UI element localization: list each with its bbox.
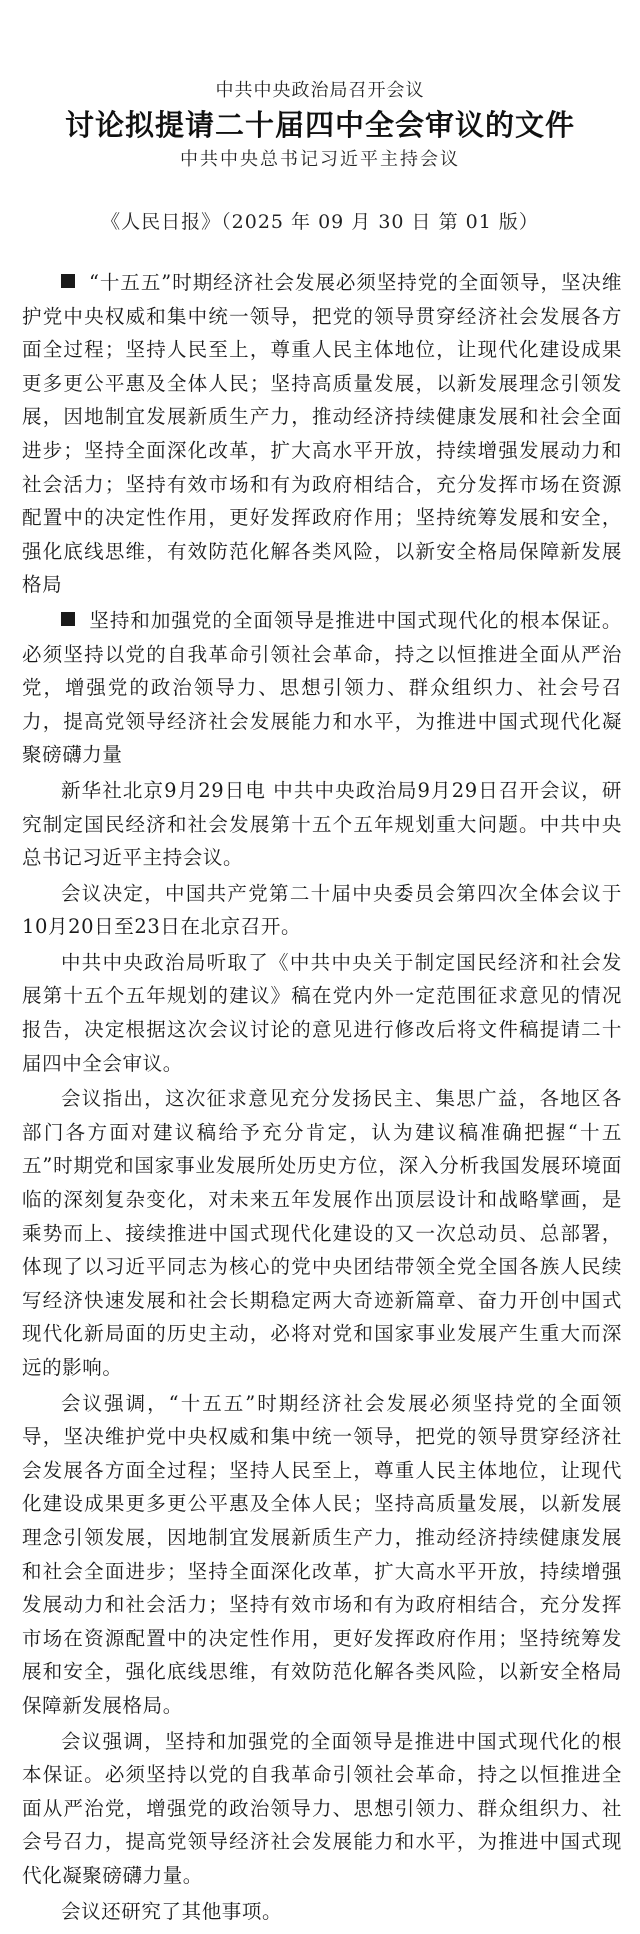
summary-point: [22, 604, 622, 772]
body-paragraph: 会议强调，“十五五”时期经济社会发展必须坚持党的全面领导，坚决维护党中央权威和集中统一领导，把党的领导贯穿经济社会发展各方面全过程；坚持人民至上，尊重人民主体地位，让现代化建设成果更多更公平惠及全体人民；坚持高质量发展，以新发展理念引领发展，因地制宜发展新质生产力，推动经济持续健康发展和社会全面进步；坚持全面深化改革，扩大高水平开放，持续增强发展动力和社会活力；坚持有效市场和有为政府相结合，充分发挥市场在资源配置中的决定性作用，更好发挥政府作用；坚持统筹发展和安全，强化底线思维，有效防范化解各类风险，以新安全格局保障新发展格局。: [22, 1391, 622, 1717]
article-kicker: 中共中央政治局召开会议: [215, 80, 425, 101]
article-body: [22, 266, 622, 1930]
square-bullet-icon: [61, 274, 75, 288]
summary-point-text: “十五五”时期经济社会发展必须坚持党的全面领导，坚决维护党中央权威和集中统一领导，把党的领导贯穿经济社会发展各方面全过程；坚持人民至上，尊重人民主体地位，让现代化建设成果更多更公平惠及全体人民；坚持高质量发展，以新发展理念引领发展，因地制宜发展新质生产力，推动经济持续健康发展和社会全面进步；坚持全面深化改革，扩大高水平开放，持续增强发展动力和社会活力；坚持有效市场和有为政府相结合，充分发挥市场在资源配置中的决定性作用，更好发挥政府作用；坚持统筹发展和安全，强化底线思维，有效防范化解各类风险，以新安全格局保障新发展格局: [22, 271, 622, 597]
body-paragraph: 中共中央政治局听取了《中共中央关于制定国民经济和社会发展第十五个五年规划的建议》稿在党内外一定范围征求意见的情况报告，决定根据这次会议讨论的意见进行修改后将文件稿提请二十届四中全会审议。: [22, 950, 622, 1075]
square-bullet-icon: [61, 612, 75, 626]
body-paragraph: 会议强调，坚持和加强党的全面领导是推进中国式现代化的根本保证。必须坚持以党的自我革命引领社会革命，持之以恒推进全面从严治党，增强党的政治领导力、思想引领力、群众组织力、社会号召力，提高党领导经济社会发展能力和水平，为推进中国式现代化凝聚磅礴力量。: [22, 1729, 622, 1887]
article-source-line: 《人民日报》（2025 年 09 月 30 日 第 01 版）: [101, 211, 539, 233]
body-paragraph: 新华社北京9月29日电 中共中央政治局9月29日召开会议，研究制定国民经济和社会发展第十五个五年规划重大问题。中共中央总书记习近平主持会议。: [22, 778, 622, 870]
summary-point-text: 坚持和加强党的全面领导是推进中国式现代化的根本保证。必须坚持以党的自我革命引领社会革命，持之以恒推进全面从严治党，增强党的政治领导力、思想引领力、群众组织力、社会号召力，提高党领导经济社会发展能力和水平，为推进中国式现代化凝聚磅礴力量: [22, 608, 622, 767]
body-paragraph: 会议决定，中国共产党第二十届中央委员会第四次全体会议于10月20日至23日在北京召开。: [22, 881, 622, 939]
article-subhead: 中共中央总书记习近平主持会议: [180, 149, 460, 170]
body-paragraph: 会议还研究了其他事项。: [61, 1899, 283, 1923]
article-headline: 讨论拟提请二十届四中全会审议的文件: [64, 108, 575, 142]
summary-point: [22, 266, 622, 602]
body-paragraph: 会议指出，这次征求意见充分发扬民主、集思广益，各地区各部门各方面对建议稿给予充分肯定，认为建议稿准确把握“十五五”时期党和国家事业发展所处历史方位，深入分析我国发展环境面临的深刻复杂变化，对未来五年发展作出顶层设计和战略擘画，是乘势而上、接续推进中国式现代化建设的又一次总动员、总部署，体现了以习近平同志为核心的党中央团结带领全党全国各族人民续写经济快速发展和社会长期稳定两大奇迹新篇章、奋力开创中国式现代化新局面的历史主动，必将对党和国家事业发展产生重大而深远的影响。: [22, 1087, 622, 1379]
